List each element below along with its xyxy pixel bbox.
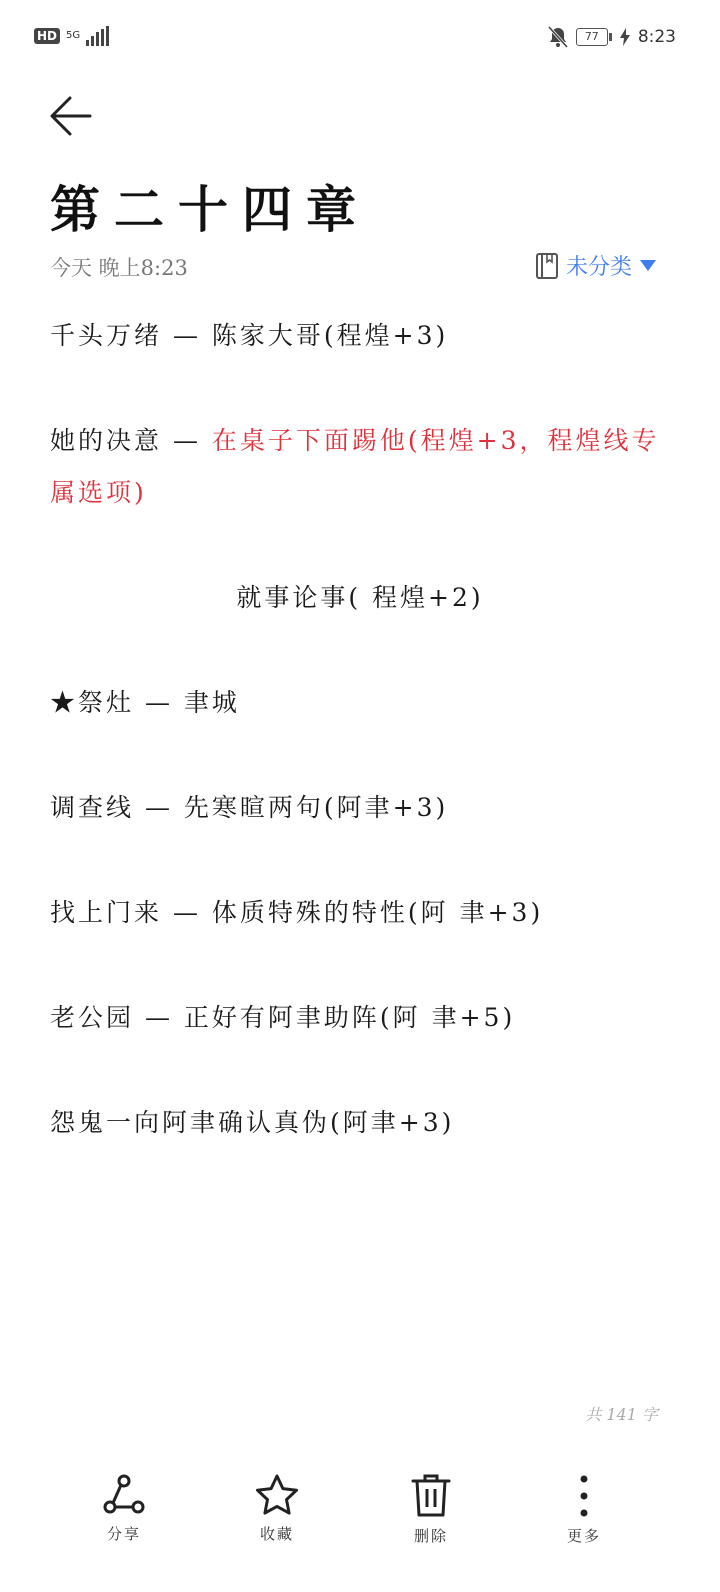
share-button[interactable]: [74, 1473, 174, 1544]
highlighted-text: 在桌子下面踢他(程煌+3，程煌线专属选项): [50, 426, 660, 507]
mute-bell-icon: [548, 26, 568, 48]
bottom-toolbar: [0, 1465, 720, 1592]
note-title[interactable]: 第二十四章: [50, 180, 370, 239]
battery-level: 77: [576, 28, 608, 46]
network-label: 5G: [66, 30, 81, 41]
star-icon: [254, 1473, 300, 1517]
favorite-button[interactable]: [227, 1473, 327, 1544]
status-right: [548, 26, 676, 48]
dropdown-triangle-icon: [640, 260, 656, 272]
word-count: 共 141 字: [585, 1405, 658, 1424]
delete-label: 删除: [413, 1527, 448, 1545]
share-label: 分享: [106, 1525, 141, 1543]
more-button[interactable]: [534, 1473, 634, 1546]
favorite-label: 收藏: [259, 1525, 294, 1543]
paragraph: 千头万绪 — 陈家大哥(程煌+3): [50, 321, 449, 350]
more-vertical-icon: [562, 1473, 606, 1519]
signal-icon: [86, 26, 110, 46]
note-body[interactable]: [50, 310, 670, 1202]
hd-badge: HD: [34, 28, 60, 44]
back-arrow-icon: [48, 92, 96, 140]
paragraph-centered: 就事论事( 程煌+2): [236, 583, 484, 612]
category-selector[interactable]: [536, 250, 656, 281]
notebook-icon: [536, 253, 558, 279]
paragraph: 怨鬼一向阿聿确认真伪(阿聿+3): [50, 1108, 455, 1137]
note-date: 今天 晚上8:23: [50, 256, 188, 280]
battery-indicator: [576, 28, 612, 46]
status-time: 8:23: [637, 27, 676, 47]
paragraph: 找上门来 — 体质特殊的特性(阿 聿+3): [50, 898, 544, 927]
back-button[interactable]: [48, 92, 96, 140]
more-label: 更多: [566, 1527, 601, 1545]
paragraph: ★祭灶 — 聿城: [50, 688, 240, 717]
category-label: 未分类: [565, 255, 632, 280]
status-left: [34, 26, 110, 46]
trash-icon: [409, 1473, 453, 1519]
paragraph: 她的决意 — 在桌子下面踢他(程煌+3，程煌线专属选项): [50, 426, 660, 507]
delete-button[interactable]: [381, 1473, 481, 1546]
charging-icon: [620, 28, 630, 46]
paragraph: 调查线 — 先寒暄两句(阿聿+3): [50, 793, 449, 822]
share-icon: [102, 1473, 146, 1517]
paragraph: 老公园 — 正好有阿聿助阵(阿 聿+5): [50, 1003, 516, 1032]
status-bar: [0, 0, 720, 80]
